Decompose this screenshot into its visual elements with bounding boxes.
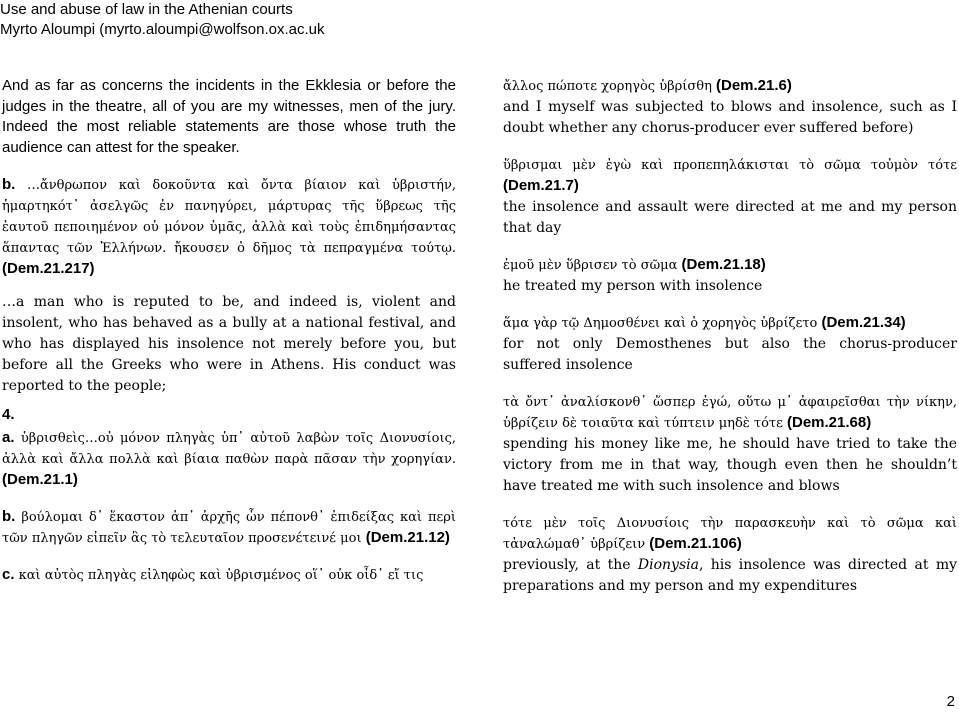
passage-c-label: c. <box>2 565 15 583</box>
passage-b-ref: (Dem.21.217) <box>2 260 95 278</box>
quote-5-ref: (Dem.21.68) <box>787 414 872 431</box>
header-author: Myrto Aloumpi (myrto.aloumpi@wolfson.ox.ac.uk <box>0 21 325 38</box>
page-number: 2 <box>946 693 955 710</box>
quote-2-greek: ὕβρισμαι μὲν ἐγὼ καὶ προπεπηλάκισται τὸ σῶμα τοὐμὸν τότε <box>503 158 957 173</box>
quote-4-greek: ἅμα γὰρ τῷ Δημοσθένει καὶ ὁ χορηγὸς ὑβρίζετο <box>503 316 822 331</box>
quote-4-ref: (Dem.21.34) <box>821 314 906 331</box>
quote-4 <box>503 313 957 376</box>
passage-a-label: a. <box>2 428 15 446</box>
quote-4-translation: for not only Demosthenes but also the chorus-producer suffered insolence <box>503 336 957 373</box>
left-column <box>2 76 456 602</box>
passage-bb-label: b. <box>2 507 16 525</box>
quote-6-greek: τότε μὲν τοῖς Διονυσίοις τὴν παρασκευὴν καὶ τὸ σῶμα καὶ τἀναλώμαθ᾽ ὑβρίζειν <box>503 516 957 552</box>
quote-6-ref: (Dem.21.106) <box>649 535 742 552</box>
quote-3-ref: (Dem.21.18) <box>681 256 766 273</box>
quote-1-greek: ἄλλος πώποτε χορηγὸς ὑβρίσθη <box>503 79 716 94</box>
right-column <box>503 76 957 613</box>
quote-5 <box>503 392 957 497</box>
quote-6-translation <box>503 555 957 597</box>
passage-b-greek <box>2 175 456 280</box>
quote-6-translation-a: previously, at the <box>503 557 638 573</box>
passage-a-text: ὑβρισθεὶς…οὐ μόνον πληγὰς ὑπ᾽ αὐτοῦ λαβὼν τοῖς Διονυσίοις, ἀλλὰ καὶ ἄλλα πολλὰ καὶ βίαια παθὼν παρὰ πᾶσαν τὴν χορηγίαν. <box>2 430 456 467</box>
intro-paragraph: And as far as concerns the incidents in the Ekklesia or before the judges in the theatre, all of you are my witnesses, men of the jury. Indeed the most reliable statements are those whose truth the audience can attest for the speaker. <box>2 77 456 156</box>
passage-a-ref: (Dem.21.1) <box>2 470 78 488</box>
quote-6-translation-b: , his insolence was directed at my preparations and my person and my expenditures <box>503 557 957 594</box>
quote-5-greek: τὰ ὄντ᾽ ἀναλίσκονθ᾽ ὥσπερ ἐγώ, οὕτω μ᾽ ἀφαιρεῖσθαι τὴν νίκην, ὑβρίζειν δὲ τοιαῦτα καὶ τύπτειν μηδὲ τότε <box>503 395 957 431</box>
quote-3 <box>503 255 957 297</box>
passage-c-greek <box>2 565 456 586</box>
quote-1-translation: and I myself was subjected to blows and insolence, such as I doubt whether any chorus-producer ever suffered before) <box>503 99 957 136</box>
quote-1-ref: (Dem.21.6) <box>716 77 792 94</box>
quote-3-translation: he treated my person with insolence <box>503 278 763 294</box>
passage-b-label: b. <box>2 176 16 194</box>
quote-6 <box>503 513 957 597</box>
passage-bb-greek <box>2 507 456 549</box>
passage-c-text: καὶ αὐτὸς πληγὰς εἰληφὼς καὶ ὑβρισμένος οἵ᾽ οὐκ οἶδ᾽ εἴ τις <box>14 567 424 583</box>
quote-3-greek: ἐμοῦ μὲν ὕβρισεν τὸ σῶμα <box>503 258 682 273</box>
quote-2-ref: (Dem.21.7) <box>503 177 579 194</box>
quote-2 <box>503 155 957 239</box>
header-title: Use and abuse of law in the Athenian courts <box>0 1 293 18</box>
quote-5-translation: spending his money like me, he should have tried to take the victory from me in that way, though even then he shouldn’t have treated me with such insolence and blows <box>503 436 957 494</box>
passage-bb-text: βούλομαι δ᾽ ἕκαστον ἀπ᾽ ἀρχῆς ὧν πέπονθ᾽ ἐπιδείξας καὶ περὶ τῶν πληγῶν εἰπεῖν ἃς τὸ τελευταῖον προσενέτεινέ μοι <box>2 509 456 546</box>
passage-bb-ref: (Dem.21.12) <box>365 528 450 546</box>
passage-b-translation: …a man who is reputed to be, and indeed is, violent and insolent, who has behaved as a bully at a national festival, and who has displayed his insolence not merely before you, but before all the Greeks who were in Athens. His conduct was reported to the people; <box>2 294 456 395</box>
section-4-label: 4. <box>2 406 15 424</box>
passage-b-text: …ἄνθρωπον καὶ δοκοῦντα καὶ ὄντα βίαιον καὶ ὑβριστήν, ἡμαρτηκότ᾽ ἀσελγῶς ἐν πανηγύρει, μάρτυρας τῆς ὕβρεως τῆς ἑαυτοῦ πεποιημένον οὐ μόνον ὑμᾶς, ἀλλὰ καὶ τοὺς ἐπιδημήσαντας ἅπαντας τῶν Ἑλλήνων. ἤκουσεν ὁ δῆμος τὰ πεπραγμένα τούτῳ. <box>2 178 456 257</box>
quote-2-translation: the insolence and assault were directed at me and my person that day <box>503 199 957 236</box>
quote-1 <box>503 76 957 139</box>
page-header <box>0 0 325 40</box>
passage-a-greek <box>2 428 456 491</box>
quote-6-translation-em: Dionysia <box>637 557 699 573</box>
